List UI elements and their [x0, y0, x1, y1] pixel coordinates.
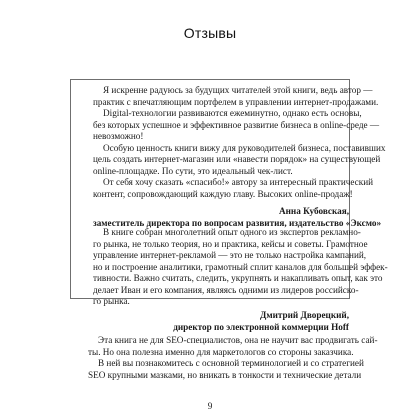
text-line: делает Иван и его компания, являясь одними из лидеров российско- — [93, 284, 359, 295]
review-1-signature — [93, 206, 382, 229]
text-line: От себя хочу сказать «спасибо!» автору за интересный практический — [103, 177, 374, 188]
page-title: Отзывы — [183, 25, 237, 41]
review-author: Дмитрий Дворецкий, — [260, 310, 349, 320]
text-line: online-площадке. По сути, это идеальный чек-лист. — [93, 165, 293, 176]
text-line: SEO крупными мазками, но вникать в тонкости и технические детали — [88, 369, 362, 380]
text-line: но и построение аналитики, грамотный сплит каналов для большей эффек- — [93, 261, 388, 272]
review-author-position: директор по электронной коммерции Hoff — [173, 321, 349, 332]
text-line: Эта книга не для SEO-специалистов, она не научит вас продвигать сай- — [98, 335, 378, 345]
text-line: без которых успешное и эффективное развитие бизнеса в online-среде — — [93, 119, 380, 130]
text-line: управление интернет-рекламой — это не только настройка кампаний, — [93, 250, 367, 261]
review-2-signature — [93, 310, 349, 333]
text-line: цель создать интернет-магазин или «навести порядок» на существующей — [93, 154, 381, 165]
text-line: В ней вы познакомитесь с основной терминологией и со стратегией — [98, 358, 364, 369]
text-line: практик с впечатляющим портфелем в управлении интернет-продажами. — [93, 96, 379, 107]
text-line: контент, сопровождающий каждую главу. Высоких online-продаж! — [93, 188, 353, 199]
review-author: Анна Кубовская, — [278, 206, 349, 216]
text-line: ты. Но она полезна именно для маркетологов со стороны заказчика. — [88, 346, 354, 357]
text-line: го рынка. — [93, 296, 130, 307]
text-line: невозможно! — [93, 131, 144, 142]
text-line: го рынка, не только теория, но и практика, кейсы и советы. Грамотное — [93, 238, 368, 249]
review-author-position: заместитель директора по вопросам развития, издательство «Эксмо» — [93, 217, 382, 228]
text-line: Я искренне радуюсь за будущих читателей этой книги, ведь автор — — [103, 85, 373, 95]
review-2-text — [93, 227, 388, 308]
text-line: тивности. Важно считать, следить, укрупнять и накапливать опыт, как это — [93, 273, 383, 284]
text-line: Особую ценность книги вижу для руководителей бизнеса, поставивших — [103, 142, 386, 153]
text-line: Digital-технологии развиваются ежеминутно, однако есть основы, — [103, 108, 362, 119]
review-1-text — [93, 85, 386, 200]
text-line: В книге собран многолетний опыт одного из экспертов рекламно- — [103, 227, 361, 237]
page-number: 9 — [207, 401, 213, 411]
body-text — [88, 335, 378, 381]
